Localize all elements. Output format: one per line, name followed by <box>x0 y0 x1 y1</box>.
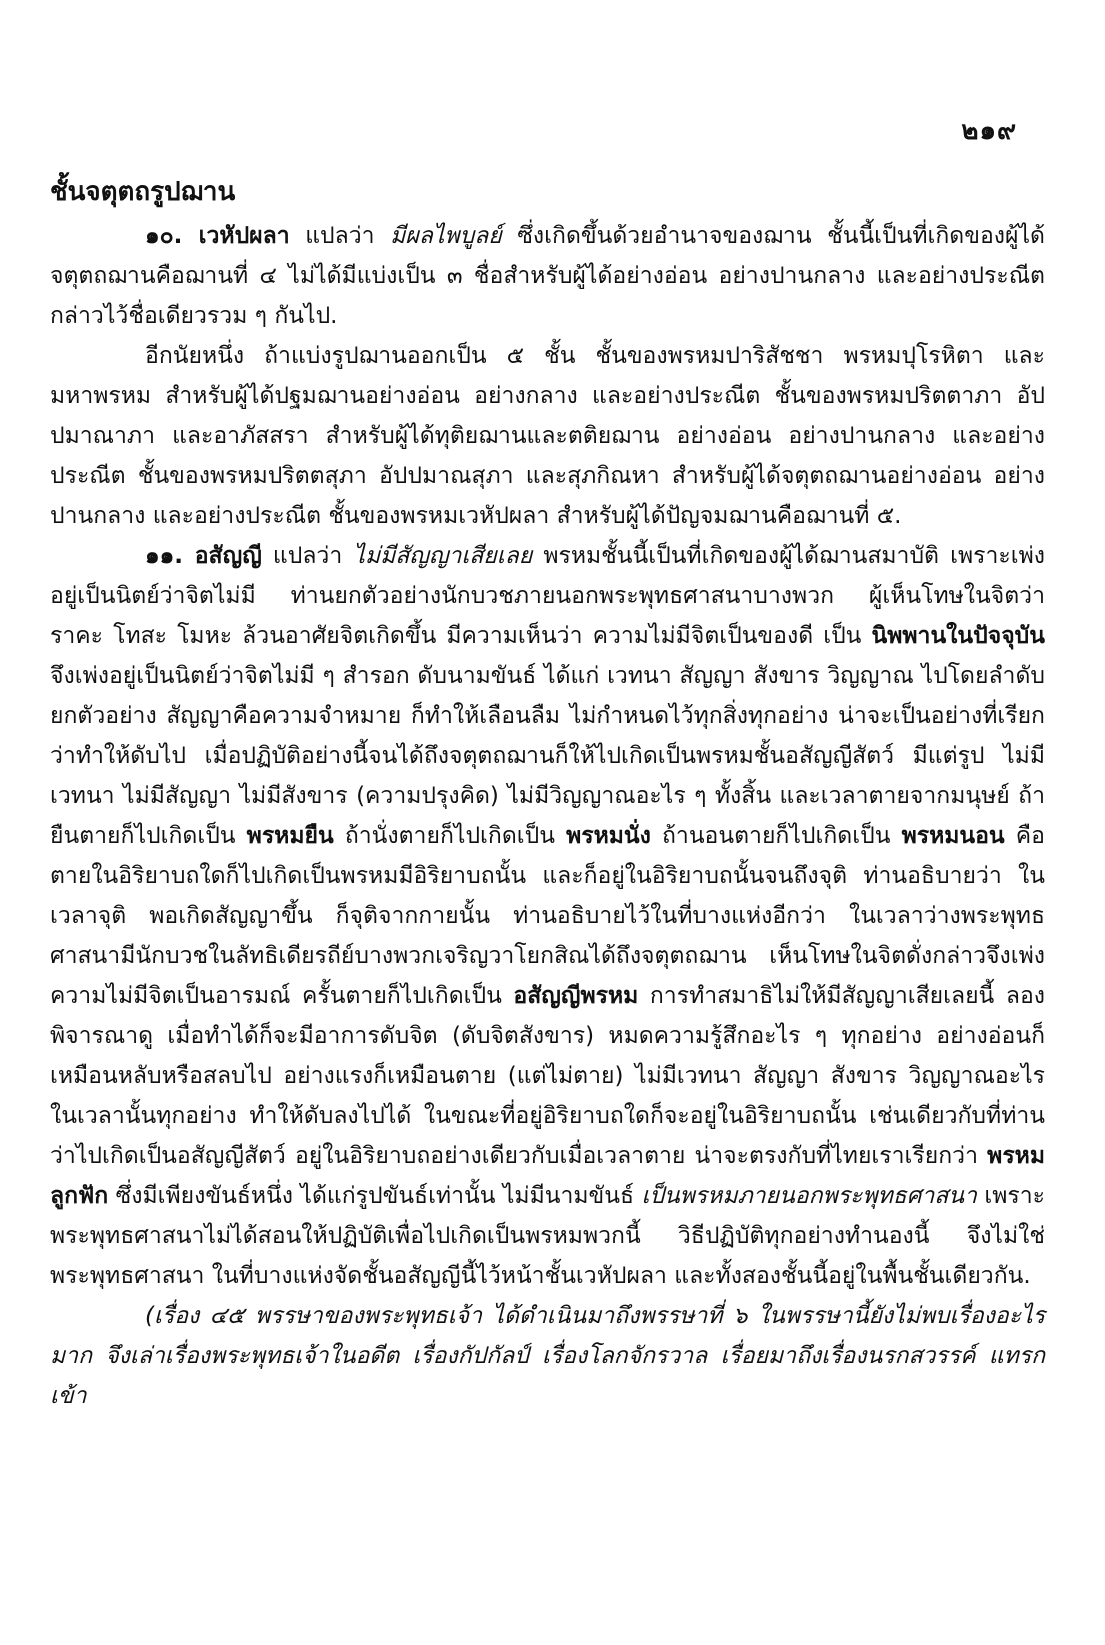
text-span: เพราะพระพุทธศาสนาไม่ได้สอนให้ปฏิบัติเพื่อไปเกิดเป็นพรหมพวกนี้ วิธีปฏิบัติทุกอย่างทำนองนี้ จึงไม่ใช่พระพุทธศาสนา ในที่บางแห่งจัดชั้นอสัญญีนี้ไว้หน้าชั้นเวหัปผลา และทั้งสองชั้นนี้อยู่ในพื้นชั้นเดียวกัน. <box>50 1183 1045 1289</box>
item-title-asanni: ๑๑. อสัญญี <box>145 543 262 569</box>
text-span: ซึ่งเกิดขึ้นด้วยอำนาจของฌาน ชั้นนี้เป็นที่เกิดของผู้ได้จตุตถฌานคือฌานที่ ๔ ไม่ได้มีแบ่งเป็น ๓ ชื่อสำหรับผู้ได้อย่างอ่อน อย่างปานกลาง และอย่างประณีต กล่าวไว้ชื่อเดียวรวม ๆ กันไป. <box>50 223 1045 329</box>
text-span: จึงเพ่งอยู่เป็นนิตย์ว่าจิตไม่มี ๆ สำรอก ดับนามขันธ์ ได้แก่ เวทนา สัญญา สังขาร วิญญาณ ไปโดยลำดับ ยกตัวอย่าง สัญญาคือความจำหมาย ก็ทำให้เลือนลืม ไม่กำหนดไว้ทุกสิ่งทุกอย่าง น่าจะเป็นอย่างที่เรียกว่าทำให้ดับไป เมื่อปฏิบัติอย่างนี้จนได้ถึงจตุตถฌานก็ให้ไปเกิดเป็นพรหมชั้นอสัญญีสัตว์ มีแต่รูป ไม่มีเวทนา ไม่มีสัญญา ไม่มีสังขาร (ความปรุงคิด) ไม่มีวิญญาณอะไร ๆ ทั้งสิ้น และเวลาตายจากมนุษย์ ถ้ายืนตายก็ไปเกิดเป็น <box>50 663 1046 849</box>
bold-term: พรหมยืน <box>246 823 334 849</box>
paragraph-five-levels <box>50 336 1045 536</box>
bold-term: พรหมนอน <box>901 823 1005 849</box>
bold-term: พรหมนั่ง <box>566 823 651 849</box>
italic-phrase: เป็นพรหมภายนอกพระพุทธศาสนา <box>641 1183 977 1209</box>
paragraph-asanni <box>50 536 1045 1296</box>
text-span: พรหมชั้นนี้เป็นที่เกิดของผู้ได้ฌานสมาบัติ เพราะเพ่งอยู่เป็นนิตย์ว่าจิตไม่มี ท่านยกตัวอย่างนักบวชภายนอกพระพุทธศาสนาบางพวก ผู้เห็นโทษในจิตว่า ราคะ โทสะ โมหะ ล้วนอาศัยจิตเกิดขึ้น มีความเห็นว่า ความไม่มีจิตเป็นของดี เป็น <box>50 543 1045 649</box>
italic-meaning: ไม่มีสัญญาเสียเลย <box>353 543 533 569</box>
bold-term: นิพพานในปัจจุบัน <box>871 623 1045 649</box>
bold-term: พรหมลูกฟัก <box>50 1143 1045 1209</box>
paragraph-vehapphala <box>50 216 1045 336</box>
page-number: ๒๑๙ <box>961 116 1017 146</box>
text-span: (เรื่อง ๔๕ พรรษาของพระพุทธเจ้า ได้ดำเนินมาถึงพรรษาที่ ๖ ในพรรษานี้ยังไม่พบเรื่องอะไรมาก จึงเล่าเรื่องพระพุทธเจ้าในอดีต เรื่องกัปกัลป์ เรื่องโลกจักรวาล เรื่อยมาถึงเรื่องนรกสวรรค์ แทรกเข้า <box>50 1303 1045 1409</box>
text-span: ซึ่งมีเพียงขันธ์หนึ่ง ได้แก่รูปขันธ์เท่านั้น ไม่มีนามขันธ์ <box>108 1183 642 1209</box>
text-span: การทำสมาธิไม่ให้มีสัญญาเสียเลยนี้ ลองพิจารณาดู เมื่อทำได้ก็จะมีอาการดับจิต (ดับจิตสังขาร) หมดความรู้สึกอะไร ๆ ทุกอย่าง อย่างอ่อนก็เหมือนหลับหรือสลบไป อย่างแรงก็เหมือนตาย (แต่ไม่ตาย) ไม่มีเวทนา สัญญา สังขาร วิญญาณอะไรในเวลานั้นทุกอย่าง ทำให้ดับลงไปได้ ในขณะที่อยู่อิริยาบถใดก็จะอยู่ในอิริยาบถนั้น เช่นเดียวกับที่ท่านว่าไปเกิดเป็นอสัญญีสัตว์ อยู่ในอิริยาบถอย่างเดียวกับเมื่อเวลาตาย น่าจะตรงกับที่ไทยเราเรียกว่า <box>50 983 1045 1169</box>
text-span: อีกนัยหนึ่ง ถ้าแบ่งรูปฌานออกเป็น ๕ ชั้น ชั้นของพรหมปาริสัชชา พรหมปุโรหิตา และมหาพรหม สำหรับผู้ได้ปฐมฌานอย่างอ่อน อย่างกลาง และอย่างประณีต ชั้นของพรหมปริตตาภา อัปปมาณาภา และอาภัสสรา สำหรับผู้ได้ทุติยฌานและตติยฌาน อย่างอ่อน อย่างปานกลาง และอย่างประณีต ชั้นของพรหมปริตตสุภา อัปปมาณสุภา และสุภกิณหา สำหรับผู้ได้จตุตถฌานอย่างอ่อน อย่างปานกลาง และอย่างประณีต ชั้นของพรหมเวหัปผลา สำหรับผู้ได้ปัญจมฌานคือฌานที่ ๕. <box>50 343 1045 529</box>
text-span: ถ้านั่งตายก็ไปเกิดเป็น <box>333 823 567 849</box>
page-body <box>50 172 1045 1416</box>
item-title-vehapphala: ๑๐. เวหัปผลา <box>145 223 290 249</box>
bold-term: อสัญญีพรหม <box>513 983 639 1009</box>
text-span: แปลว่า <box>289 223 391 249</box>
text-span: ถ้านอนตายก็ไปเกิดเป็น <box>650 823 902 849</box>
italic-meaning: มีผลไพบูลย์ <box>390 223 502 249</box>
text-span: คือ ตายในอิริยาบถใดก็ไปเกิดเป็นพรหมมีอิริยาบถนั้น และก็อยู่ในอิริยาบถนั้นจนถึงจุติ ท่านอธิบายว่า ในเวลาจุติ พอเกิดสัญญาขึ้น ก็จุติจากกายนั้น ท่านอธิบายไว้ในที่บางแห่งอีกว่า ในเวลาว่างพระพุทธศาสนามีนักบวชในลัทธิเดียรถีย์บางพวกเจริญวาโยกสิณได้ถึงจตุตถฌาน เห็นโทษในจิตดั่งกล่าวจึงเพ่งความไม่มีจิตเป็นอารมณ์ ครั้นตายก็ไปเกิดเป็น <box>50 823 1045 1009</box>
paragraph-note <box>50 1296 1045 1416</box>
section-heading: ชั้นจตุตถรูปฌาน <box>50 177 236 207</box>
text-span: แปลว่า <box>261 543 354 569</box>
